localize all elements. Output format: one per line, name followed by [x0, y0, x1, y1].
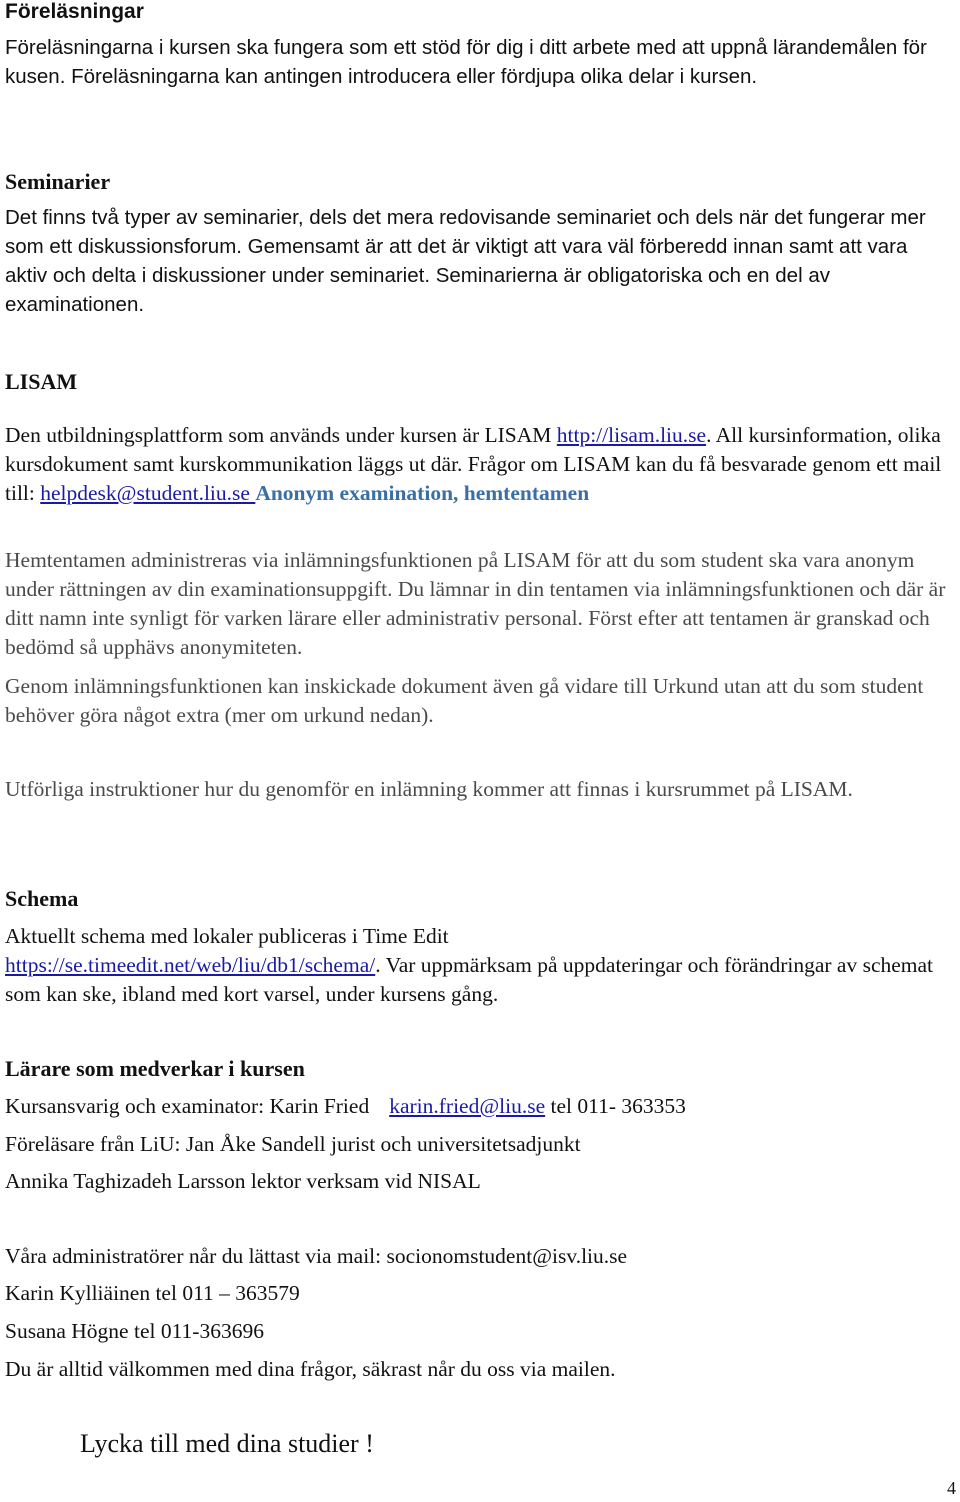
lisam-text-2: . All kursinformation, olika kursdokument samt kurskommunikation läggs ut där. Frågor om LISAM kan du få besvarade genom ett mail till: [5, 423, 942, 505]
larare-line-2: Föreläsare från LiU: Jan Åke Sandell jurist och universitetsadjunkt [5, 1132, 581, 1156]
admin-line-2: Karin Kylliäinen tel 011 – 363579 [5, 1281, 300, 1305]
page-number: 4 [947, 1478, 956, 1498]
hemtentamen-paragraph-3: Utförliga instruktioner hur du genomför en inlämning kommer att finnas i kursrummet på LISAM. [5, 777, 853, 801]
hemtentamen-paragraph-1: Hemtentamen administreras via inlämningsfunktionen på LISAM för att du som student ska vara anonym under rättningen av din examinationsuppgift. Du lämnar in din tentamen via inlämningsfunktionen och där är ditt namn inte synligt för varken lärare eller administrativ personal. Först efter att tentamen är granskad och bedömd så upphävs anonymiteten. [5, 548, 946, 659]
heading-lisam: LISAM [5, 369, 78, 394]
kursansvarig-text: Kursansvarig och examinator: Karin Fried [5, 1094, 370, 1118]
admin-line-4: Du är alltid välkommen med dina frågor, säkrast når du oss via mailen. [5, 1357, 616, 1381]
seminarier-body [5, 203, 955, 319]
larare-line-3: Annika Taghizadeh Larsson lektor verksam vid NISAL [5, 1169, 481, 1193]
schema-body [5, 922, 955, 1009]
heading-seminarier: Seminarier [5, 169, 111, 194]
karin-fried-email-link[interactable]: karin.fried@liu.se [389, 1094, 546, 1118]
seminarier-body-part1: Det finns två typer av seminarier, dels det mera redovisande seminariet och dels när det fungerar mer som ett diskussionsforum. [5, 206, 926, 258]
forelasningar-body: Föreläsningarna i kursen ska fungera som ett stöd för dig i ditt arbete med att uppnå lärandemålen för kusen. Föreläsningarna kan antingen introducera eller fördjupa olika delar i kursen. [5, 36, 927, 88]
heading-anonym-examination: Anonym examination, hemtentamen [255, 481, 590, 505]
larare-line-1 [5, 1092, 955, 1121]
schema-text-2: . Var uppmärksam på uppdateringar och förändringar av schemat som kan ske, ibland med kort varsel, under kursens gång. [5, 953, 934, 1006]
heading-forelasningar: Föreläsningar [5, 0, 144, 23]
hemtentamen-paragraph-2: Genom inlämningsfunktionen kan inskickade dokument även gå vidare till Urkund utan att du som student behöver göra något extra (mer om urkund nedan). [5, 674, 924, 727]
admin-line-1: Våra administratörer når du lättast via mail: socionomstudent@isv.liu.se [5, 1244, 628, 1268]
admin-line-3: Susana Högne tel 011-363696 [5, 1319, 264, 1343]
schema-text-1: Aktuellt schema med lokaler publiceras i Time Edit [5, 924, 449, 948]
lisam-link[interactable]: http://lisam.liu.se [556, 423, 707, 447]
heading-schema: Schema [5, 886, 79, 911]
helpdesk-email-link[interactable]: helpdesk@student.liu.se [40, 481, 256, 505]
seminarier-body-part2: Gemensamt är att det är viktigt att vara väl förberedd innan samt att vara aktiv och delta i diskussioner under seminariet. Seminarierna är obligatoriska och en del av examinationen. [5, 235, 908, 316]
lisam-text-1: Den utbildningsplattform som används under kursen är LISAM [5, 423, 557, 447]
kursansvarig-tel: tel 011- 363353 [545, 1094, 686, 1118]
lisam-body [5, 421, 955, 508]
heading-larare: Lärare som medverkar i kursen [5, 1056, 305, 1081]
timeedit-link[interactable]: https://se.timeedit.net/web/liu/db1/schema/ [5, 953, 376, 977]
closing-greeting: Lycka till med dina studier ! [80, 1429, 374, 1458]
